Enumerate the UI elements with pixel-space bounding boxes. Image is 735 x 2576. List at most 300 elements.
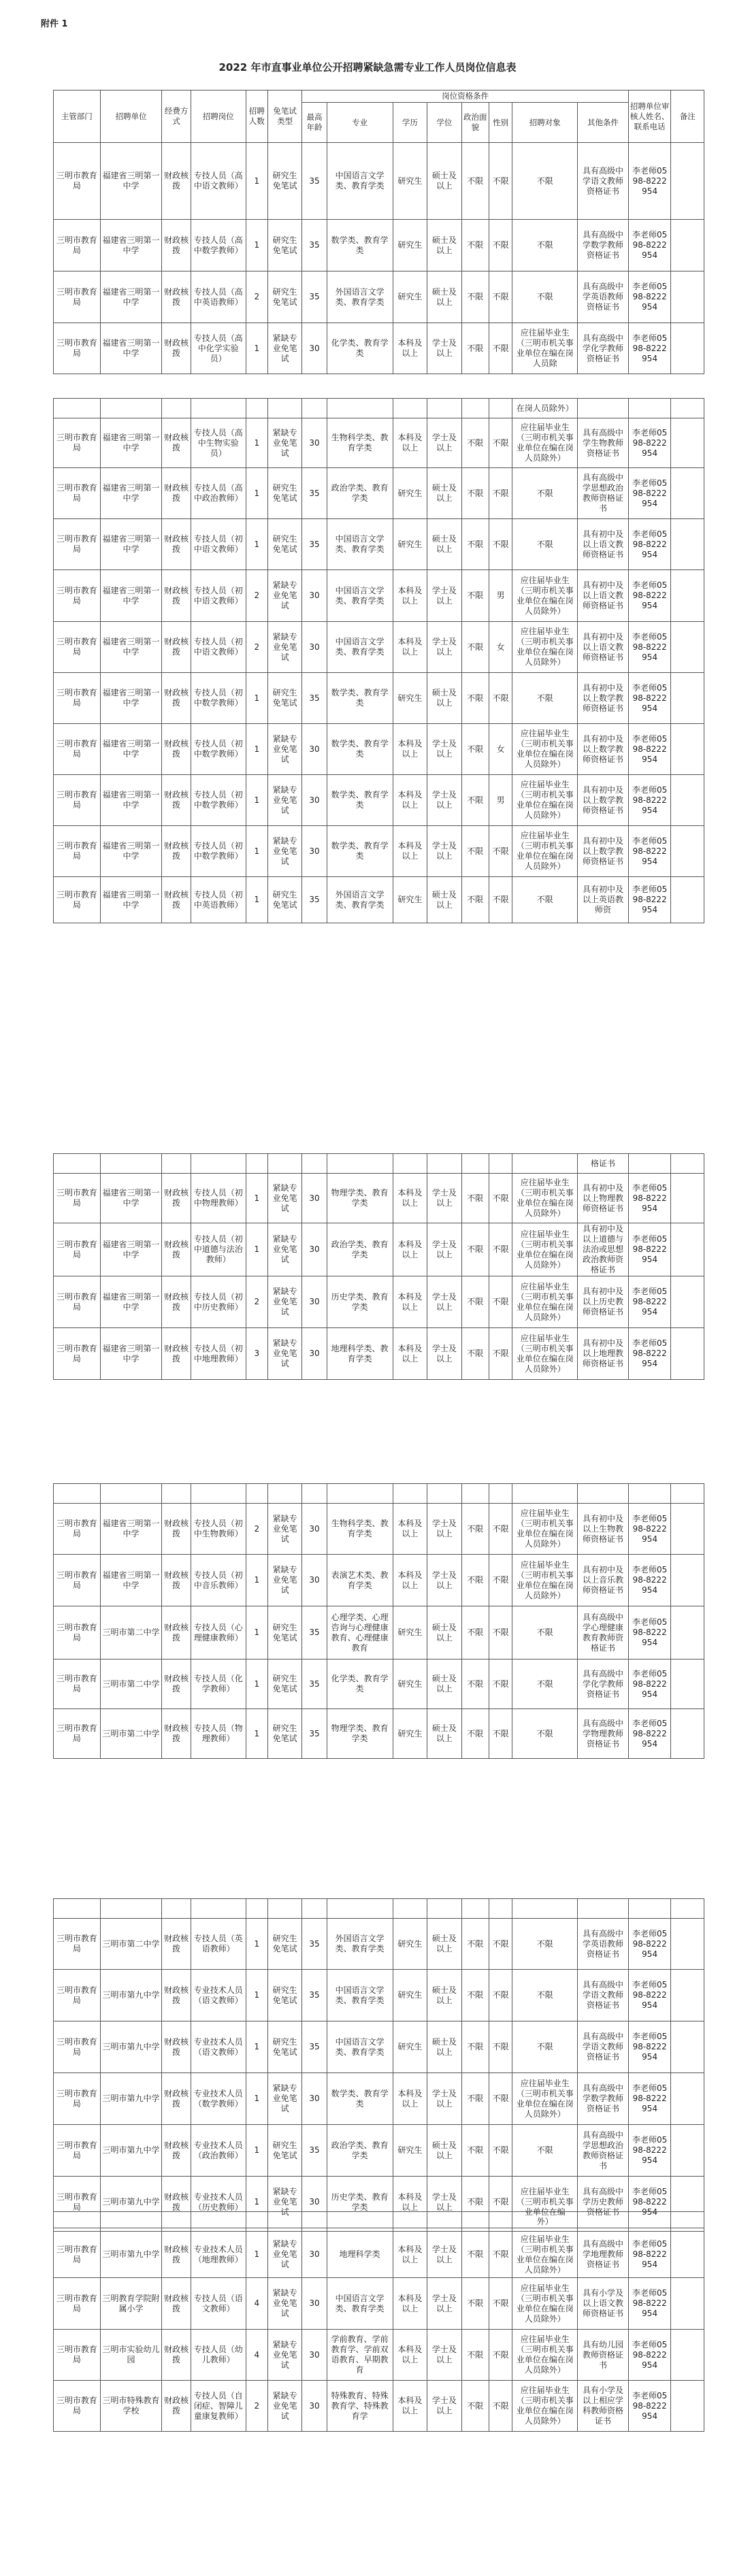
table-row [54,673,704,724]
cell-contact: 李老师0598-8222954 [628,1970,671,2021]
cell-other: 具有初中及以上数学教师资格证书 [578,673,629,724]
cell-sex: 不限 [489,2177,512,2228]
cell-degree: 硕士及以上 [427,2021,461,2073]
header-exam: 免笔试类型 [267,90,301,143]
cell-other: 具有初中及以上英语教师资 [578,877,629,923]
cell-sex: 不限 [489,2278,512,2330]
cell-edu: 研究生 [393,1709,427,1759]
cell-edu: 本科及以上 [393,775,427,826]
cell-degree: 学士及以上 [427,1504,461,1555]
cell-num: 1 [246,775,267,826]
cell-unit: 三明市第九中学 [100,2073,162,2125]
cell-other: 具有高级中学语文教师资格证书 [578,143,629,220]
cell-exam: 紧缺专业免笔试 [267,2232,301,2278]
continuation-cell [393,2212,427,2232]
cell-sex: 不限 [489,1919,512,1970]
cell-num: 1 [246,826,267,877]
cell-fund: 财政核拨 [162,2021,191,2073]
table-row [54,570,704,622]
cell-age: 30 [302,2177,327,2228]
table-row [54,1223,704,1276]
continuation-cell [246,1154,267,1174]
continuation-cell [393,1154,427,1174]
cell-dept: 三明市教育局 [54,1970,101,2021]
table-row [54,1709,704,1759]
cell-sex: 不限 [489,1223,512,1276]
cell-exam: 紧缺专业免笔试 [267,1174,301,1223]
cell-note [671,468,704,519]
cell-unit: 三明市第九中学 [100,1970,162,2021]
cell-note [671,622,704,673]
continuation-cell [54,1484,101,1504]
continuation-cell [302,1899,327,1919]
cell-unit: 三明教育学院附属小学 [100,2278,162,2330]
continuation-cell [54,399,101,418]
cell-dept: 三明市教育局 [54,1919,101,1970]
cell-target: 不限 [512,220,578,271]
cell-note [671,418,704,468]
cell-num: 2 [246,2381,267,2432]
cell-target: 不限 [512,1659,578,1709]
continuation-cell [578,399,629,418]
cell-sex: 不限 [489,1606,512,1659]
cell-unit: 三明市实验幼儿园 [100,2330,162,2381]
cell-age: 30 [302,418,327,468]
cell-exam: 紧缺专业免笔试 [267,2381,301,2432]
cell-degree: 学士及以上 [427,2381,461,2432]
cell-age: 35 [302,1606,327,1659]
cell-other: 具有初中及以上语文教师资格证书 [578,519,629,570]
continuation-cell [54,2212,101,2232]
continuation-text: 在岗人员除外） [512,399,578,418]
cell-edu: 研究生 [393,519,427,570]
header-qual-group: 岗位资格条件 [302,90,628,103]
cell-degree: 学士及以上 [427,1276,461,1328]
cell-edu: 本科及以上 [393,1174,427,1223]
table-row [54,2330,704,2381]
cell-dept: 三明市教育局 [54,220,101,271]
cell-num: 1 [246,2021,267,2073]
table-row [54,220,704,271]
continuation-cell [461,1154,489,1174]
continuation-cell [267,1899,301,1919]
cell-sex: 不限 [489,1174,512,1223]
cell-contact: 李老师0598-8222954 [628,1709,671,1759]
table-row [54,323,704,374]
cell-note [671,271,704,323]
cell-exam: 研究生免笔试 [267,2021,301,2073]
cell-contact: 李老师0598-8222954 [628,2073,671,2125]
cell-pol: 不限 [461,2177,489,2228]
continuation-cell [327,2212,393,2232]
cell-num: 1 [246,220,267,271]
cell-sex: 不限 [489,468,512,519]
cell-note [671,220,704,271]
cell-edu: 研究生 [393,143,427,220]
cell-pol: 不限 [461,1919,489,1970]
continuation-text: 外） [512,2212,578,2232]
cell-unit: 福建省三明第一中学 [100,1555,162,1606]
table-row [54,2232,704,2278]
cell-num: 1 [246,1659,267,1709]
cell-major: 数学类、教育学类 [327,2073,393,2125]
table-segment-3 [53,1153,704,1380]
cell-note [671,1970,704,2021]
cell-target: 不限 [512,1919,578,1970]
cell-age: 30 [302,724,327,775]
cell-age: 30 [302,2232,327,2278]
cell-unit: 三明市第二中学 [100,1709,162,1759]
continuation-cell [267,399,301,418]
cell-exam: 研究生免笔试 [267,673,301,724]
continuation-cell [578,1899,629,1919]
cell-dept: 三明市教育局 [54,418,101,468]
cell-exam: 研究生免笔试 [267,143,301,220]
table-row [54,2278,704,2330]
cell-note [671,143,704,220]
cell-note [671,1223,704,1276]
continuation-cell [489,399,512,418]
cell-post: 专技人员（心理健康教师） [191,1606,246,1659]
continuation-cell [327,399,393,418]
cell-target: 应往届毕业生（三明市机关事业单位在编在岗人员除外） [512,622,578,673]
cell-post: 专技人员（初中语文教师） [191,622,246,673]
cell-major: 学前教育、学前教育学、学前双语教育、早期教育 [327,2330,393,2381]
cell-edu: 本科及以上 [393,2177,427,2228]
cell-edu: 研究生 [393,2125,427,2177]
cell-age: 30 [302,775,327,826]
cell-degree: 学士及以上 [427,1555,461,1606]
header-other: 其他条件 [578,103,629,143]
cell-other: 具有小学及以上语文教师资格证书 [578,2278,629,2330]
cell-degree: 硕士及以上 [427,1606,461,1659]
header-contact: 招聘单位审核人姓名、联系电话 [628,90,671,143]
cell-contact: 李老师0598-8222954 [628,323,671,374]
continuation-cell [246,1899,267,1919]
continuation-cell [461,399,489,418]
cell-edu: 研究生 [393,468,427,519]
continuation-cell [578,2212,629,2232]
cell-contact: 李老师0598-8222954 [628,220,671,271]
cell-num: 1 [246,418,267,468]
table-row [54,877,704,923]
cell-major: 历史学类、教育学类 [327,2177,393,2228]
cell-sex: 不限 [489,1276,512,1328]
cell-pol: 不限 [461,1276,489,1328]
cell-post: 专技人员（物理教师） [191,1709,246,1759]
cell-degree: 学士及以上 [427,418,461,468]
cell-fund: 财政核拨 [162,323,191,374]
cell-degree: 硕士及以上 [427,2125,461,2177]
cell-num: 1 [246,468,267,519]
cell-target: 应往届毕业生（三明市机关事业单位在编在岗人员除外） [512,724,578,775]
table-row [54,2073,704,2125]
cell-contact: 李老师0598-8222954 [628,2125,671,2177]
cell-other: 具有小学及以上相应学科教师资格证书 [578,2381,629,2432]
continuation-cell [267,1484,301,1504]
cell-exam: 研究生免笔试 [267,271,301,323]
cell-sex: 不限 [489,2330,512,2381]
cell-edu: 本科及以上 [393,826,427,877]
continuation-cell [302,2212,327,2232]
cell-degree: 学士及以上 [427,2177,461,2228]
cell-major: 中国语言文学类、教育学类 [327,2278,393,2330]
cell-edu: 本科及以上 [393,2330,427,2381]
cell-note [671,724,704,775]
cell-note [671,1659,704,1709]
cell-unit: 三明市特殊教育学校 [100,2381,162,2432]
cell-sex: 不限 [489,2125,512,2177]
cell-edu: 研究生 [393,877,427,923]
cell-age: 30 [302,323,327,374]
table-segment-1 [53,90,704,374]
cell-fund: 财政核拨 [162,271,191,323]
cell-num: 1 [246,2073,267,2125]
cell-num: 2 [246,1504,267,1555]
cell-major: 数学类、教育学类 [327,673,393,724]
cell-post: 专技人员（初中英语教师） [191,877,246,923]
cell-target: 应往届毕业生（三明市机关事业单位在编 [512,2177,578,2228]
cell-other: 具有高级中学语文教师资格证书 [578,2021,629,2073]
continuation-cell [512,1484,578,1504]
continuation-cell [427,1154,461,1174]
cell-degree: 学士及以上 [427,2073,461,2125]
cell-age: 30 [302,2073,327,2125]
continuation-cell [671,1899,704,1919]
cell-exam: 研究生免笔试 [267,1606,301,1659]
cell-num: 1 [246,877,267,923]
cell-post: 专技人员（初中地理教师） [191,1328,246,1380]
cell-edu: 本科及以上 [393,418,427,468]
cell-unit: 福建省三明第一中学 [100,622,162,673]
table-row [54,519,704,570]
table-segment-4 [53,1483,704,1759]
cell-target: 应往届毕业生（三明市机关事业单位在编在岗人员除外） [512,1555,578,1606]
table-row [54,1504,704,1555]
cell-degree: 硕士及以上 [427,143,461,220]
cell-contact: 李老师0598-8222954 [628,2278,671,2330]
cell-fund: 财政核拨 [162,1709,191,1759]
continuation-cell [327,1899,393,1919]
continuation-cell [393,1899,427,1919]
cell-other: 具有高级中学生物教师资格证书 [578,418,629,468]
continuation-cell [489,1484,512,1504]
cell-contact: 李老师0598-8222954 [628,673,671,724]
cell-note [671,1328,704,1380]
cell-exam: 紧缺专业免笔试 [267,570,301,622]
cell-sex: 不限 [489,323,512,374]
cell-num: 1 [246,1223,267,1276]
cell-post: 专业技术人员（数学教师） [191,2073,246,2125]
cell-pol: 不限 [461,323,489,374]
cell-unit: 福建省三明第一中学 [100,1223,162,1276]
cell-target: 不限 [512,2125,578,2177]
cell-degree: 硕士及以上 [427,519,461,570]
continuation-cell [327,1484,393,1504]
cell-edu: 本科及以上 [393,1555,427,1606]
cell-other: 具有高级中学思想政治教师资格证书 [578,2125,629,2177]
cell-target: 不限 [512,1970,578,2021]
continuation-cell [54,1899,101,1919]
cell-post: 专技人员（初中语文教师） [191,570,246,622]
continuation-cell [191,1484,246,1504]
cell-degree: 学士及以上 [427,724,461,775]
cell-other: 具有高级中学数学教师资格证书 [578,220,629,271]
cell-note [671,2381,704,2432]
cell-num: 4 [246,2330,267,2381]
cell-post: 专技人员（高中数学教师） [191,220,246,271]
cell-major: 特殊教育、特殊教育学、特殊教育学 [327,2381,393,2432]
cell-unit: 福建省三明第一中学 [100,143,162,220]
table-row [54,2021,704,2073]
cell-dept: 三明市教育局 [54,570,101,622]
continuation-cell [427,1899,461,1919]
cell-post: 专技人员（幼儿教师） [191,2330,246,2381]
cell-age: 30 [302,1223,327,1276]
cell-post: 专技人员（初中音乐教师） [191,1555,246,1606]
cell-pol: 不限 [461,1555,489,1606]
cell-edu: 研究生 [393,220,427,271]
cell-pol: 不限 [461,271,489,323]
cell-fund: 财政核拨 [162,826,191,877]
header-degree: 学位 [427,103,461,143]
continuation-cell [512,1899,578,1919]
header-note: 备注 [671,90,704,143]
cell-pol: 不限 [461,775,489,826]
table-row [54,1970,704,2021]
cell-other: 具有高级中学数学教师资格证书 [578,2073,629,2125]
cell-age: 30 [302,2381,327,2432]
cell-fund: 财政核拨 [162,2278,191,2330]
cell-edu: 本科及以上 [393,2232,427,2278]
cell-contact: 李老师0598-8222954 [628,826,671,877]
cell-major: 外国语言文学类、教育学类 [327,1919,393,1970]
cell-degree: 学士及以上 [427,2232,461,2278]
cell-sex: 女 [489,724,512,775]
cell-degree: 学士及以上 [427,2278,461,2330]
cell-other: 具有高级中学语文教师资格证书 [578,1970,629,2021]
cell-num: 2 [246,570,267,622]
continuation-cell [461,1484,489,1504]
cell-other: 具有初中及以上数学教师资格证书 [578,775,629,826]
cell-major: 表演艺术类、教育学类 [327,1555,393,1606]
cell-major: 外国语言文学类、教育学类 [327,271,393,323]
cell-unit: 三明市第二中学 [100,1659,162,1709]
cell-exam: 研究生免笔试 [267,2125,301,2177]
table-segment-6 [53,2211,704,2432]
cell-other: 具有初中及以上生物教师资格证书 [578,1504,629,1555]
cell-edu: 本科及以上 [393,323,427,374]
cell-unit: 三明市第九中学 [100,2232,162,2278]
cell-degree: 学士及以上 [427,1174,461,1223]
cell-major: 历史学类、教育学类 [327,1276,393,1328]
continuation-cell [100,1899,162,1919]
cell-pol: 不限 [461,1223,489,1276]
cell-sex: 不限 [489,418,512,468]
cell-degree: 学士及以上 [427,775,461,826]
cell-unit: 福建省三明第一中学 [100,877,162,923]
cell-pol: 不限 [461,468,489,519]
cell-post: 专技人员（初中语文教师） [191,519,246,570]
cell-post: 专技人员（初中数学教师） [191,673,246,724]
cell-dept: 三明市教育局 [54,1659,101,1709]
cell-contact: 李老师0598-8222954 [628,2021,671,2073]
cell-fund: 财政核拨 [162,2125,191,2177]
continuation-cell [302,1154,327,1174]
cell-age: 30 [302,1276,327,1328]
cell-fund: 财政核拨 [162,1504,191,1555]
cell-major: 中国语言文学类、教育学类 [327,519,393,570]
cell-exam: 紧缺专业免笔试 [267,2073,301,2125]
cell-sex: 不限 [489,1659,512,1709]
cell-other: 具有高级中学化学教师资格证书 [578,323,629,374]
cell-dept: 三明市教育局 [54,2330,101,2381]
continuation-cell [461,2212,489,2232]
cell-major: 政治学类、教育学类 [327,468,393,519]
cell-target: 不限 [512,1606,578,1659]
cell-edu: 研究生 [393,1970,427,2021]
cell-note [671,2021,704,2073]
cell-contact: 李老师0598-8222954 [628,468,671,519]
cell-target: 不限 [512,468,578,519]
cell-other: 具有高级中学地理教师资格证书 [578,2232,629,2278]
cell-note [671,877,704,923]
cell-other: 具有初中及以上历史教师资格证书 [578,1276,629,1328]
cell-pol: 不限 [461,877,489,923]
cell-edu: 本科及以上 [393,1504,427,1555]
cell-post: 专技人员（初中生物教师） [191,1504,246,1555]
cell-pol: 不限 [461,418,489,468]
cell-pol: 不限 [461,1504,489,1555]
cell-sex: 不限 [489,519,512,570]
cell-edu: 本科及以上 [393,2073,427,2125]
cell-major: 政治学类、教育学类 [327,1223,393,1276]
cell-other: 具有高级中学历史教师资格证书 [578,2177,629,2228]
cell-degree: 硕士及以上 [427,1970,461,2021]
cell-fund: 财政核拨 [162,724,191,775]
cell-target: 不限 [512,1709,578,1759]
cell-age: 35 [302,519,327,570]
cell-sex: 不限 [489,877,512,923]
cell-dept: 三明市教育局 [54,1223,101,1276]
cell-num: 1 [246,323,267,374]
cell-fund: 财政核拨 [162,2330,191,2381]
cell-unit: 福建省三明第一中学 [100,418,162,468]
cell-pol: 不限 [461,143,489,220]
cell-num: 1 [246,519,267,570]
cell-exam: 研究生免笔试 [267,519,301,570]
continuation-cell [162,399,191,418]
continuation-cell [162,1899,191,1919]
cell-major: 生物科学类、教育学类 [327,1504,393,1555]
continuation-cell [489,1154,512,1174]
cell-dept: 三明市教育局 [54,468,101,519]
continuation-cell [246,2212,267,2232]
cell-sex: 不限 [489,673,512,724]
cell-unit: 福建省三明第一中学 [100,826,162,877]
cell-dept: 三明市教育局 [54,271,101,323]
cell-fund: 财政核拨 [162,877,191,923]
cell-other: 具有初中及以上语文教师资格证书 [578,570,629,622]
cell-post: 专技人员（自闭症、智障儿童康复教师） [191,2381,246,2432]
cell-note [671,826,704,877]
cell-pol: 不限 [461,1709,489,1759]
cell-exam: 紧缺专业免笔试 [267,1328,301,1380]
cell-age: 30 [302,1174,327,1223]
cell-post: 专技人员（初中道德与法治教师） [191,1223,246,1276]
header-target: 招聘对象 [512,103,578,143]
cell-other: 具有高级中学英语教师资格证书 [578,1919,629,1970]
